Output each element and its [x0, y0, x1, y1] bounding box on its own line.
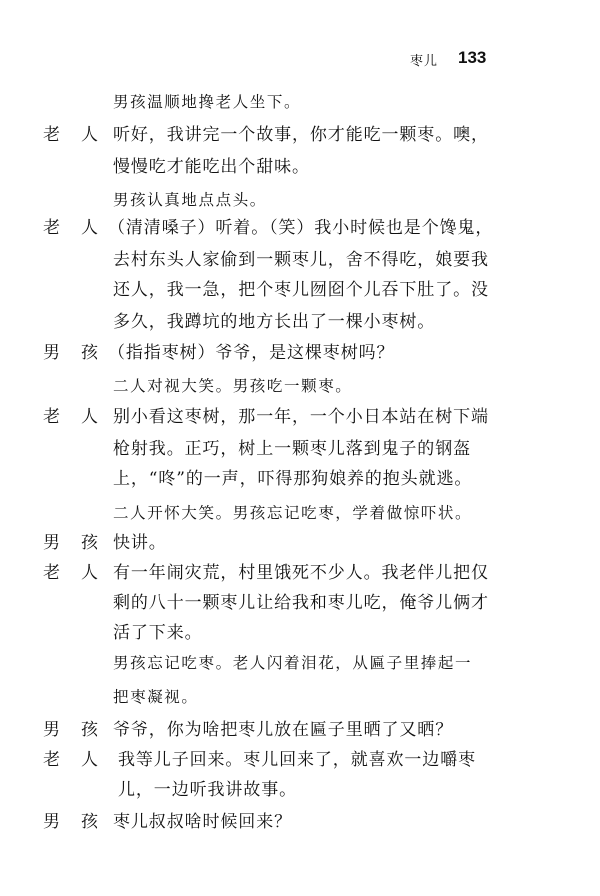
dialogue-line: 活了下来。 [113, 623, 203, 643]
dialogue-line: 剩的八十一颗枣儿让给我和枣儿吃，俺爷儿俩才 [113, 593, 489, 613]
dialogue-line: 有一年闹灾荒，村里饿死不少人。我老伴儿把仅 [113, 563, 489, 583]
dialogue-line: （清清嗓子）听着。（笑）我小时候也是个馋鬼， [108, 218, 494, 238]
speaker-char: 老 [43, 750, 60, 770]
dialogue-line: 爷爷，你为啥把枣儿放在匾子里晒了又晒？ [113, 720, 454, 740]
dialogue-line: 还人，我一急，把个枣儿囫囵个儿吞下肚了。没 [113, 280, 489, 300]
page-number: 133 [458, 48, 487, 67]
stage-direction: 把枣凝视。 [113, 688, 199, 706]
dialogue-line: 听好，我讲完一个故事，你才能吃一颗枣。噢， [113, 125, 489, 145]
speaker-char: 男 [43, 720, 60, 740]
speaker-char: 老 [43, 125, 60, 145]
speaker-old-man [43, 218, 98, 238]
speaker-boy [43, 343, 98, 363]
speaker-boy [43, 812, 98, 832]
speaker-char: 男 [43, 533, 60, 553]
speaker-char: 男 [43, 343, 60, 363]
speaker-char: 孩 [81, 720, 98, 740]
speaker-char: 人 [81, 125, 98, 145]
speaker-char: 老 [43, 563, 60, 583]
speaker-old-man [43, 407, 98, 427]
running-title: 枣儿 [410, 54, 439, 69]
speaker-char: 老 [43, 218, 60, 238]
speaker-boy [43, 533, 98, 553]
dialogue-line: 儿，一边听我讲故事。 [118, 780, 297, 800]
dialogue-line: 上，“咚”的一声，吓得那狗娘养的抱头就逃。 [113, 469, 473, 489]
speaker-char: 老 [43, 407, 60, 427]
dialogue-line: 别小看这枣树，那一年，一个小日本站在树下端 [113, 407, 489, 427]
stage-direction: 二人开怀大笑。男孩忘记吃枣，学着做惊吓状。 [113, 504, 473, 522]
stage-direction: 男孩认真地点点头。 [113, 191, 267, 209]
speaker-char: 孩 [81, 812, 98, 832]
speaker-char: 人 [81, 750, 98, 770]
dialogue-line: 枣儿叔叔啥时候回来？ [113, 812, 292, 832]
dialogue-line: 慢慢吃才能吃出个甜味。 [113, 157, 310, 177]
speaker-char: 人 [81, 563, 98, 583]
dialogue-line: 我等儿子回来。枣儿回来了，就喜欢一边嚼枣 [118, 750, 476, 770]
speaker-old-man [43, 125, 98, 145]
stage-direction: 二人对视大笑。男孩吃一颗枣。 [113, 377, 353, 395]
speaker-boy [43, 720, 98, 740]
dialogue-line: 去村东头人家偷到一颗枣儿，舍不得吃，娘要我 [113, 250, 489, 270]
speaker-old-man [43, 563, 98, 583]
speaker-char: 孩 [81, 533, 98, 553]
speaker-old-man [43, 750, 98, 770]
stage-direction: 男孩忘记吃枣。老人闪着泪花，从匾子里捧起一 [113, 654, 473, 672]
dialogue-line: 枪射我。正巧，树上一颗枣儿落到鬼子的钢盔 [113, 439, 471, 459]
stage-direction: 男孩温顺地搀老人坐下。 [113, 93, 302, 111]
dialogue-line: 多久，我蹲坑的地方长出了一棵小枣树。 [113, 312, 436, 332]
speaker-char: 人 [81, 218, 98, 238]
speaker-char: 人 [81, 407, 98, 427]
speaker-char: 男 [43, 812, 60, 832]
dialogue-line: 快讲。 [113, 533, 167, 553]
dialogue-line: （指指枣树）爷爷，是这棵枣树吗？ [108, 343, 395, 363]
speaker-char: 孩 [81, 343, 98, 363]
